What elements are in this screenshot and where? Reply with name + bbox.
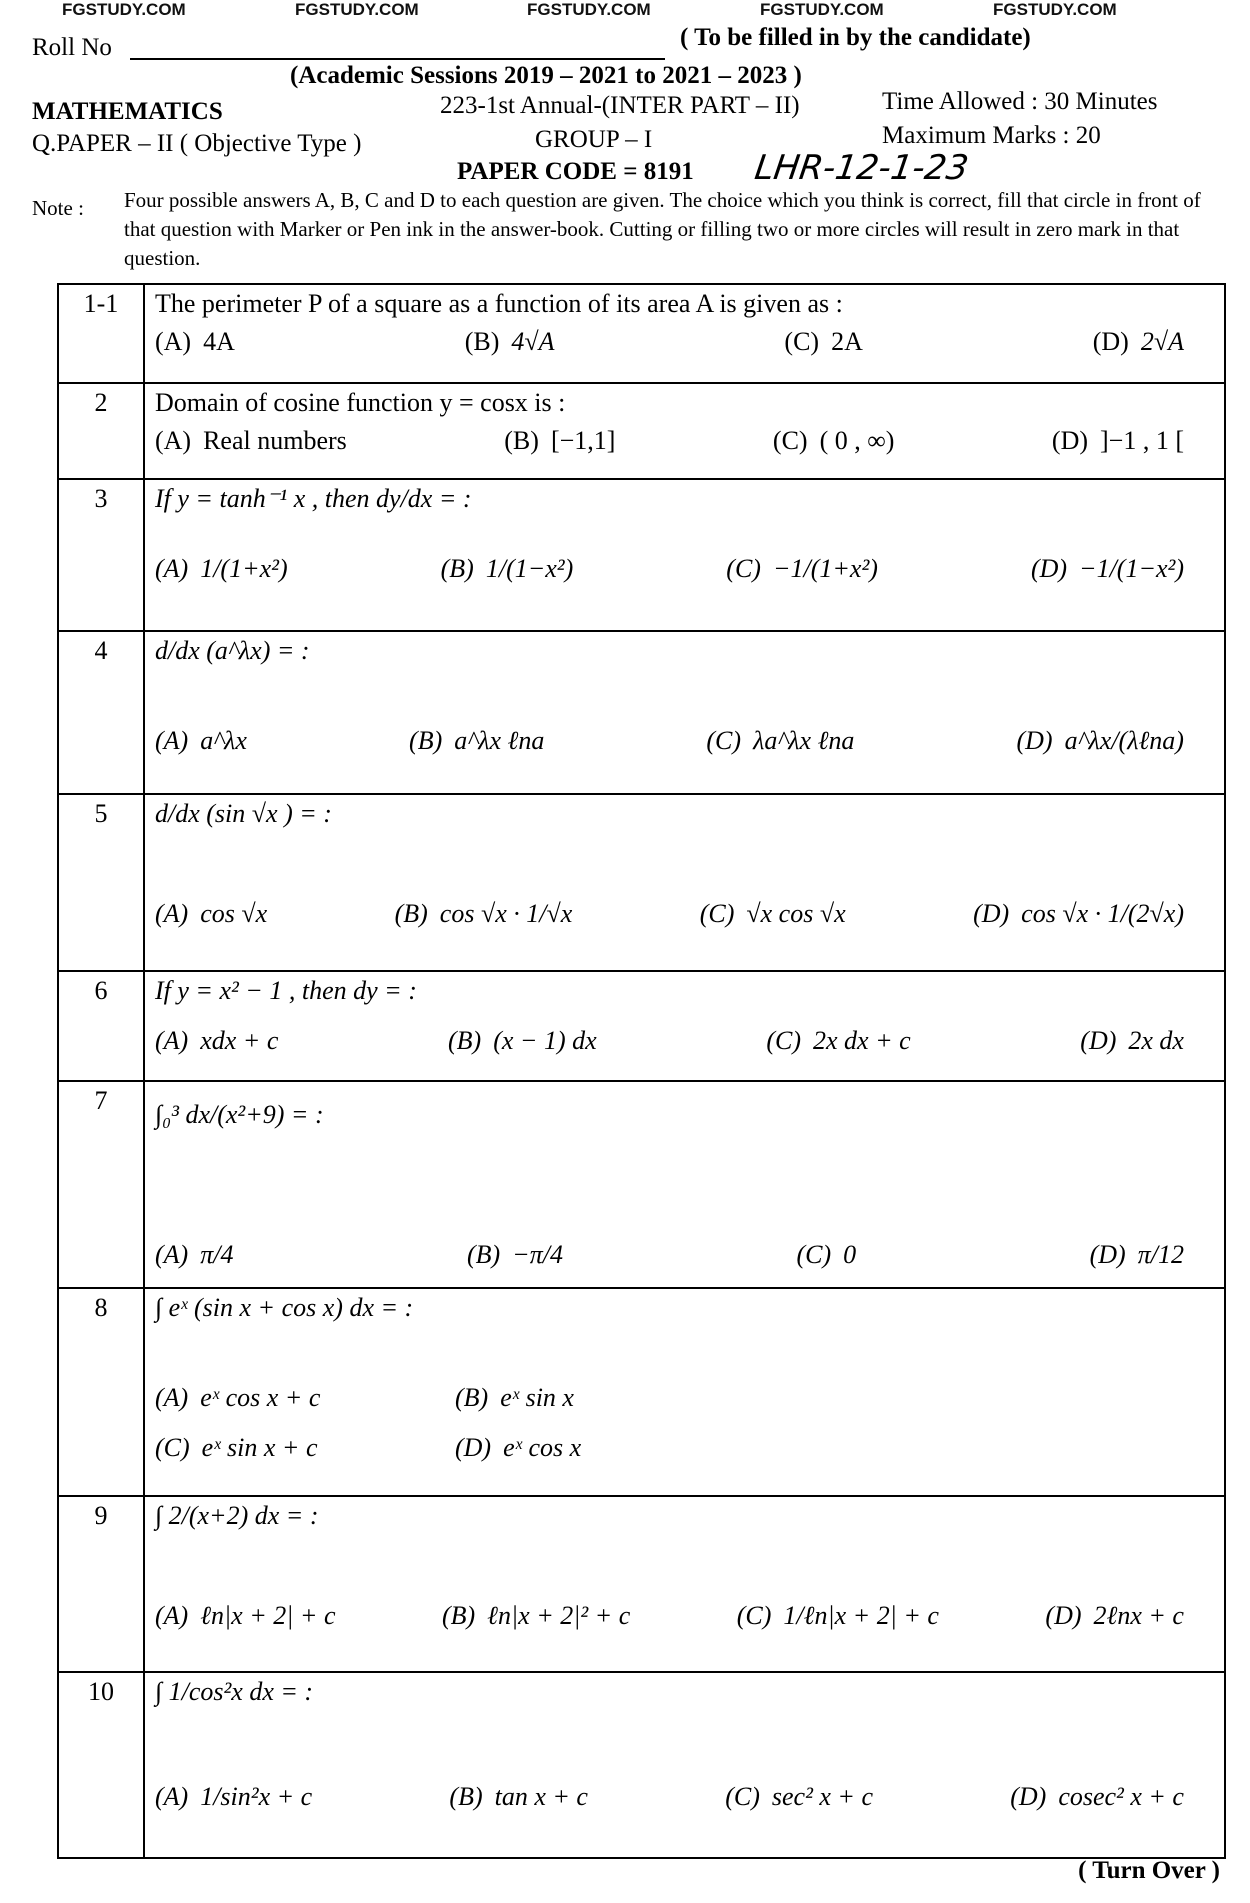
option-c[interactable] [796,1240,856,1270]
option-letter: (A) [155,1601,189,1630]
question-stem: d/dx (a^λx) = : [155,636,310,665]
question-stem: d/dx (sin √x ) = : [155,799,332,828]
option-text: 4A [203,327,235,356]
option-text: 4√A [511,327,555,356]
table-cell [155,327,1214,357]
option-letter: (B) [409,726,443,755]
option-d[interactable] [973,899,1184,929]
option-letter: (A) [155,1240,189,1269]
watermark: FGSTUDY.COM [295,0,419,19]
option-a[interactable] [155,1782,312,1812]
option-text: −π/4 [512,1240,563,1269]
option-letter: (A) [155,554,189,583]
question-row [58,1288,1225,1496]
option-a[interactable] [155,1601,336,1631]
question-number: 3 [58,479,144,631]
option-text: 2A [831,327,863,356]
question-stem: ∫₀³ dx/(x²+9) = : [155,1100,324,1129]
option-a[interactable] [155,426,347,456]
option-letter: (A) [155,726,189,755]
question-number: 7 [58,1081,144,1288]
questions-table [57,283,1226,1859]
sessions: (Academic Sessions 2019 – 2021 to 2021 – 2023 ) [290,62,802,89]
option-d[interactable] [1090,1240,1184,1270]
table-cell [155,899,1214,929]
question-stem: The perimeter P of a square as a function of its area A is given as : [155,289,843,318]
option-text: √x cos √x [746,899,846,928]
option-a[interactable] [155,1026,278,1056]
option-letter: (D) [1089,1240,1126,1269]
option-letter: (D) [1010,1782,1047,1811]
question-stem: ∫ 1/cos²x dx = : [155,1677,314,1706]
option-a[interactable] [155,1240,233,1270]
option-letter: (D) [1080,1026,1117,1055]
option-letter: (C) [796,1240,832,1269]
question-row [58,631,1225,794]
option-c[interactable] [725,1782,873,1812]
option-text: ℓn|x + 2| + c [200,1601,336,1630]
option-d[interactable] [1093,327,1184,357]
candidate-note: ( To be filled in by the candidate) [680,24,1031,51]
paper-type: Q.PAPER – II ( Objective Type ) [32,130,362,157]
option-text: −1/(1−x²) [1079,554,1184,583]
question-number: 6 [58,971,144,1081]
option-text: sec² x + c [771,1782,873,1811]
option-b[interactable] [467,1240,563,1270]
option-d[interactable] [1010,1782,1184,1812]
question-number: 1-1 [58,284,144,383]
option-text: eˣ sin x + c [201,1433,318,1462]
handwritten-date: LHR-12-1-23 [752,148,971,188]
option-b[interactable] [455,1383,755,1413]
question-stem: ∫ eˣ (sin x + cos x) dx = : [155,1293,414,1322]
table-cell [144,479,1225,631]
option-b[interactable] [465,327,555,357]
option-text: cos √x · 1/(2√x) [1021,899,1184,928]
option-letter: (D) [1016,726,1053,755]
option-text: 2ℓnx + c [1093,1601,1184,1630]
max-marks: Maximum Marks : 20 [882,122,1101,149]
table-cell [155,426,1214,456]
question-number: 4 [58,631,144,794]
option-text: 1/ℓn|x + 2| + c [783,1601,939,1630]
option-text: 2x dx [1128,1026,1184,1055]
option-text: tan x + c [494,1782,588,1811]
option-text: π/4 [200,1240,234,1269]
table-cell [144,1672,1225,1858]
option-text: 2x dx + c [812,1026,911,1055]
table-cell [155,1240,1214,1270]
option-text: a^λx/(λℓna) [1064,726,1184,755]
option-text: ( 0 , ∞) [819,426,895,455]
option-letter: (B) [441,1601,476,1630]
option-b[interactable] [448,1026,597,1056]
question-stem: Domain of cosine function y = cosx is : [155,388,566,417]
option-b[interactable] [409,726,544,756]
option-text: eˣ cos x + c [200,1383,321,1412]
option-letter: (A) [155,1782,189,1811]
question-number: 2 [58,383,144,479]
option-d[interactable] [1045,1601,1184,1631]
option-letter: (C) [772,426,808,455]
option-text: (x − 1) dx [493,1026,597,1055]
question-row [58,1081,1225,1288]
option-letter: (D) [455,1433,492,1462]
option-a[interactable] [155,899,267,929]
option-text: 1/(1−x²) [485,554,574,583]
option-text: ]−1 , 1 [ [1100,426,1184,455]
subject: MATHEMATICS [32,98,223,125]
option-text: a^λx ℓna [454,726,545,755]
option-letter: (B) [449,1782,483,1811]
option-b[interactable] [395,899,573,929]
option-c[interactable] [784,327,862,357]
option-text: −1/(1+x²) [772,554,878,583]
option-a[interactable] [155,327,235,357]
option-c[interactable] [155,1433,455,1463]
option-text: cosec² x + c [1058,1782,1184,1811]
option-d[interactable] [1031,554,1184,584]
table-cell [144,383,1225,479]
option-letter: (C) [155,1433,190,1462]
option-letter: (C) [784,327,820,356]
option-c[interactable] [700,899,846,929]
option-text: λa^λx ℓna [753,726,855,755]
table-cell [144,1288,1225,1496]
option-letter: (D) [1030,554,1068,583]
option-letter: (A) [155,899,189,928]
group: GROUP – I [535,126,653,153]
option-b[interactable] [504,426,615,456]
option-c[interactable] [766,1026,910,1056]
table-cell [155,554,1214,584]
option-text: ℓn|x + 2|² + c [487,1601,631,1630]
question-row [58,284,1225,383]
option-letter: (B) [394,899,428,928]
option-text: 0 [843,1240,857,1269]
option-letter: (A) [155,327,192,356]
option-text: cos √x [200,899,268,928]
option-letter: (D) [1051,426,1089,455]
option-c[interactable] [737,1601,939,1631]
option-b[interactable] [449,1782,588,1812]
question-row [58,794,1225,971]
option-letter: (B) [455,1383,489,1412]
table-cell [155,1782,1214,1812]
table-cell [144,971,1225,1081]
option-text: 1/sin²x + c [200,1782,313,1811]
watermark: FGSTUDY.COM [760,0,884,19]
option-letter: (B) [448,1026,482,1055]
option-letter: (A) [155,1383,189,1412]
option-d[interactable] [1080,1026,1184,1056]
roll-no-field[interactable] [130,58,665,60]
option-text: Real numbers [203,426,347,455]
question-row [58,479,1225,631]
option-a[interactable] [155,554,288,584]
option-letter: (B) [504,426,539,455]
question-row [58,1496,1225,1672]
watermark: FGSTUDY.COM [62,0,186,19]
table-cell [58,284,1225,1858]
option-text: a^λx [200,726,247,755]
option-letter: (D) [1092,327,1129,356]
table-cell [155,726,1214,756]
option-letter: (B) [440,554,474,583]
note-text: Four possible answers A, B, C and D to each question are given. The choice which you think is correct, fill that circle in front of that question with Marker or Pen ink in the answer-book. Cutting or filling two or more circles will result in zero mark in that question. [124,188,1201,270]
option-text: [−1,1] [550,426,616,455]
option-letter: (B) [464,327,500,356]
question-number: 5 [58,794,144,971]
question-stem: If y = tanh⁻¹ x , then dy/dx = : [155,484,472,513]
option-letter: (C) [766,1026,801,1055]
option-letter: (C) [699,899,735,928]
option-letter: (C) [736,1601,772,1630]
option-letter: (C) [725,1782,760,1811]
option-letter: (D) [1045,1601,1082,1630]
option-a[interactable] [155,726,247,756]
option-letter: (C) [726,554,761,583]
option-c[interactable] [726,554,878,584]
table-cell [144,284,1225,383]
option-c[interactable] [706,726,854,756]
option-text: 2√A [1140,327,1184,356]
option-d[interactable] [1052,426,1184,456]
option-a[interactable] [155,1383,455,1413]
option-text: xdx + c [200,1026,279,1055]
paper-code: PAPER CODE = 8191 [457,158,694,185]
option-b[interactable] [442,1601,630,1631]
question-number: 9 [58,1496,144,1672]
question-number: 10 [58,1672,144,1858]
table-cell [144,1081,1225,1288]
option-letter: (C) [706,726,742,755]
option-letter: (A) [155,1026,189,1055]
turn-over: ( Turn Over ) [1078,1857,1220,1884]
option-text: π/12 [1137,1240,1184,1269]
option-text: eˣ cos x [503,1433,582,1462]
table-cell [155,1601,1214,1631]
roll-no-label: Roll No [32,34,112,61]
option-c[interactable] [773,426,895,456]
time-allowed: Time Allowed : 30 Minutes [882,88,1158,115]
table-cell [155,1026,1214,1056]
table-cell [155,1383,1214,1463]
option-text: 1/(1+x²) [200,554,288,583]
option-b[interactable] [441,554,574,584]
question-stem: If y = x² − 1 , then dy = : [155,976,417,1005]
note-label: Note : [32,196,84,220]
option-letter: (D) [973,899,1010,928]
question-row [58,971,1225,1081]
watermark: FGSTUDY.COM [527,0,651,19]
watermark: FGSTUDY.COM [993,0,1117,19]
question-row [58,383,1225,479]
option-d[interactable] [455,1433,755,1463]
table-cell [144,631,1225,794]
question-row [58,1672,1225,1858]
option-letter: (B) [466,1240,501,1269]
question-stem: ∫ 2/(x+2) dx = : [155,1501,319,1530]
exam-title: 223-1st Annual-(INTER PART – II) [440,92,800,119]
option-letter: (A) [155,426,192,455]
option-text: cos √x · 1/√x [439,899,573,928]
question-number: 8 [58,1288,144,1496]
option-d[interactable] [1016,726,1184,756]
table-cell [144,794,1225,971]
option-text: eˣ sin x [500,1383,574,1412]
table-cell [144,1496,1225,1672]
